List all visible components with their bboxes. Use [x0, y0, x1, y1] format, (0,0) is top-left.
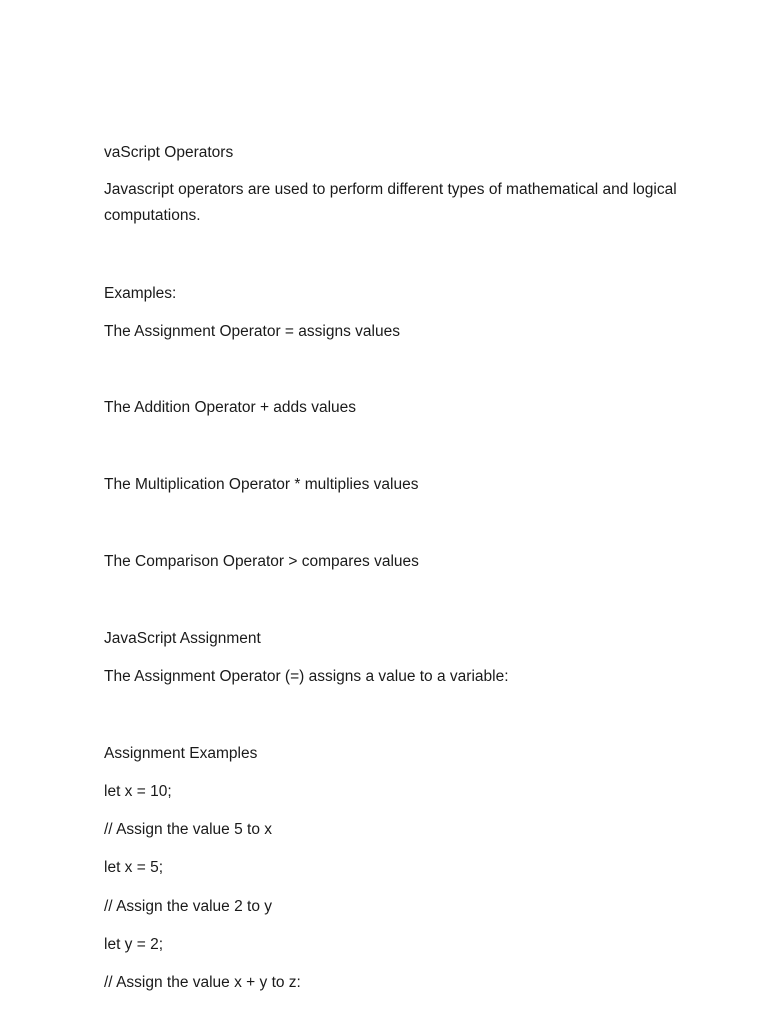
example-line: The Comparison Operator > compares values — [104, 553, 419, 570]
intro-paragraph: Javascript operators are used to perform different types of mathematical and logical computations. — [104, 181, 677, 224]
assignment-heading: JavaScript Assignment — [104, 630, 261, 647]
code-line: // Assign the value 2 to y — [104, 898, 273, 915]
example-line: The Assignment Operator = assigns values — [104, 323, 400, 340]
code-line: let y = 2; — [104, 936, 164, 953]
code-line: // Assign the value 5 to x — [104, 821, 273, 838]
code-line: let x = 10; — [104, 783, 172, 800]
assignment-examples-label: Assignment Examples — [104, 745, 258, 762]
document-heading: vaScript Operators — [104, 144, 234, 161]
code-line: // Assign the value x + y to z: — [104, 974, 301, 991]
examples-label: Examples: — [104, 285, 177, 302]
code-line: let x = 5; — [104, 859, 164, 876]
example-line: The Multiplication Operator * multiplies values — [104, 476, 419, 493]
example-line: The Addition Operator + adds values — [104, 399, 357, 416]
assignment-description: The Assignment Operator (=) assigns a value to a variable: — [104, 668, 509, 685]
